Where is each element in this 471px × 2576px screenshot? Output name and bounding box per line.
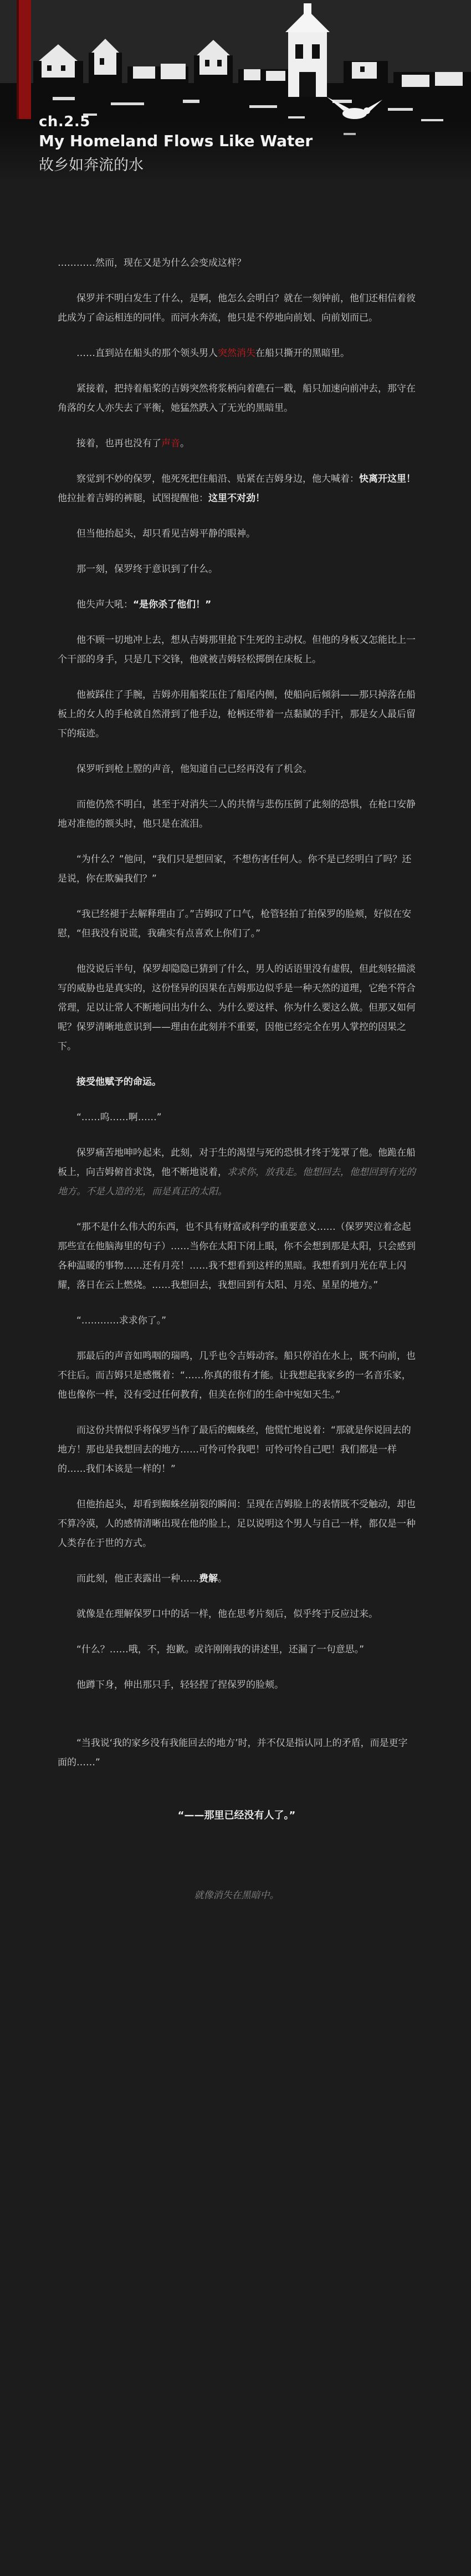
paragraph-text: 。 <box>218 1573 227 1584</box>
emphasis-text: 接受他赋予的命运。 <box>76 1076 161 1088</box>
paragraph-text: 。 <box>180 438 190 449</box>
paragraph <box>58 905 416 944</box>
paragraph-text: 他蹲下身，伸出那只手，轻轻捏了捏保罗的脸颊。 <box>76 1679 284 1691</box>
paragraph-text: 紧接着，把持着船桨的吉姆突然将浆柄向着礁石一戳，船只加速向前冲去，那守在角落的女人亦失去了平衡，她猛然跌入了无光的黑暗里。 <box>58 383 416 414</box>
paragraph-text: 他拉扯着吉姆的裤腿，试图提醒他： <box>58 493 208 504</box>
chapter-header <box>0 0 471 183</box>
paragraph-text: “……呜……啊……” <box>76 1112 162 1123</box>
chapter-title-english: My Homeland Flows Like Water <box>39 132 313 150</box>
paragraph <box>58 524 416 544</box>
paragraph-text: “我已经褪于去解释理由了。”吉姆叹了口气，枪管轻拍了拍保罗的脸颊，好似在安慰，“但我没有说谎，我确实有点喜欢上你们了。” <box>58 909 412 939</box>
paragraph-text: 但当他抬起头，却只看见吉姆平静的眼神。 <box>76 528 255 539</box>
paragraph-text: “什么？……哦，不，抱歉。或许刚刚我的讲述里，还漏了一句意思。” <box>76 1644 365 1655</box>
paragraph-text: 保罗并不明白发生了什么，是啊，他怎么会明白？就在一刻钟前，他们还相信着彼此成为了命运相连的同伴。而河水奔流，他只是不停地向前划、向前划而已。 <box>58 293 416 323</box>
paragraph <box>58 1218 416 1295</box>
paragraph-text: 就像消失在黑暗中。 <box>194 1890 279 1901</box>
paragraph <box>58 344 416 363</box>
paragraph <box>58 289 416 328</box>
chapter-number: ch.2.5 <box>39 114 90 130</box>
paragraph-text: …………然而，现在又是为什么会变成这样？ <box>58 257 246 269</box>
story-body <box>58 254 416 1921</box>
paragraph <box>58 1569 416 1589</box>
paragraph-text: 就像是在理解保罗口中的话一样，他在思考片刻后，似乎终于反应过来。 <box>76 1609 378 1620</box>
paragraph-text: 保罗痛苦地呻吟起来，此刻，对于生的渴望与死的恐惧才终于笼罩了他。他跪在船板上，向吉姆俯首求饶，他不断地说着， <box>58 1147 416 1178</box>
paragraph-text: 而这份共情似乎将保罗当作了最后的蜘蛛丝，他慌忙地说着：“那就是你说回去的地方！那也是我想回去的地方……可怜可怜我吧！可怜可怜自己吧！我们都是一样的……我们本该是一样的！” <box>58 1425 411 1475</box>
paragraph-text: 他被踩住了手腕，吉姆亦用船桨压住了船尾内侧，使船向后倾斜——那只掉落在船板上的女人的手枪就自然滑到了他手边，枪柄还带着一点黏腻的手汗，那是女人最后留下的痕迹。 <box>58 689 416 739</box>
paragraph-text: “当我说‘我的家乡没有我能回去的地方’时，并不仅是指认同上的矛盾，而是更字面的……” <box>58 1738 408 1768</box>
paragraph <box>58 1143 416 1202</box>
paragraph <box>58 1605 416 1624</box>
paragraph-text: 察觉到不妙的保罗，他死死把住船沿、贴紧在吉姆身边，他大喊着： <box>76 473 359 485</box>
emphasis-text: 这里不对劲！ <box>208 493 265 504</box>
paragraph-text: 但他抬起头，却看到蜘蛛丝崩裂的瞬间：呈现在吉姆脸上的表情既不受触动，却也不算冷漠，人的感情清晰出现在他的脸上，足以说明这个男人与自己一样，都仅是一种人类存在于世的方式。 <box>58 1499 416 1549</box>
paragraph <box>58 560 416 579</box>
paragraph-text: “…………求求你了。” <box>76 1315 167 1326</box>
paragraph <box>58 1311 416 1331</box>
paragraph <box>58 1108 416 1127</box>
paragraph-text: “那不是什么伟大的东西，也不具有财富或科学的重要意义……（保罗哭泣着念起那些宣在他脑海里的句子）……当你在太阳下闭上眼，你不会想到那是太阳，只会感到各种温暖的事物……还有月亮！……我不想看到这样的黑暗。我想看到月光在草上闪耀，落日在云上燃烧。……我想回去，我想回到有太阳、月亮、星星的地方。” <box>58 1222 416 1291</box>
paragraph <box>58 1886 416 1905</box>
paragraph-text: 在船只撕开的黑暗里。 <box>255 348 350 359</box>
paragraph-text: ……直到站在船头的那个领头男人 <box>76 348 218 359</box>
paragraph-text: 而此刻，他正表露出一种…… <box>76 1573 199 1584</box>
paragraph <box>58 1640 416 1660</box>
emphasis-text: 声音 <box>161 438 180 449</box>
paragraph <box>58 795 416 834</box>
paragraph <box>58 850 416 889</box>
paragraph-text: “——那里已经没有人了。” <box>177 1810 296 1821</box>
paragraph-text: 那一刻，保罗终于意识到了什么。 <box>76 564 218 575</box>
paragraph <box>58 631 416 669</box>
paragraph <box>58 1421 416 1479</box>
paragraph-text: 接着，也再也没有了 <box>76 438 161 449</box>
emphasis-text: “是你杀了他们！” <box>133 599 212 610</box>
emphasis-text: 快离开这里！ <box>359 473 416 485</box>
emphasis-text: 求求你，放我走。他想回去，他想回到有光的地方。不是人造的光，而是真正的太阳。 <box>58 1167 416 1197</box>
paragraph-text: 他不顾一切地冲上去，想从吉姆那里抢下生死的主动权。但他的身板又怎能比上一个干部的身手，只是几下交锋，他就被吉姆轻松掷倒在床板上。 <box>58 635 416 665</box>
paragraph <box>58 254 416 273</box>
paragraph <box>58 1806 416 1825</box>
paragraph <box>58 1676 416 1695</box>
paragraph-text: 他没说后半句，保罗却隐隐已猜到了什么，男人的话语里没有虚假，但此刻轻描淡写的威胁也是真实的，这份怪异的因果在吉姆那边似乎是一种天然的道理，它绝不符合常理，足以让常人不断地问出为什么、为什么要这样、你为什么要这么做。但那又如何呢？保罗清晰地意识到——理由在此刻并不重要，因他已经完全在男人掌控的因果之下。 <box>58 964 416 1052</box>
paragraph-text: 那最后的声音如鸣咽的瑞鸣，几乎也令吉姆动容。船只停泊在水上，既不向前，也不往后。而吉姆只是感慨着：“……你真的很有才能。让我想起我家乡的一名音乐家，他也像你一样，没有受过任何教育，但美在你们的生命中宛如天生。” <box>58 1351 416 1400</box>
emphasis-text: 费解 <box>199 1573 218 1584</box>
paragraph <box>58 1734 416 1773</box>
paragraph <box>58 470 416 508</box>
paragraph <box>58 1073 416 1092</box>
paragraph <box>58 595 416 615</box>
paragraph-text: 而他仍然不明白，甚至于对消失二人的共情与悲伤压倒了此刻的恐惧，在枪口安静地对准他的额头时，他只是在流泪。 <box>58 799 416 830</box>
paragraph-text: “为什么？”他问，“我们只是想回家，不想伤害任何人。你不是已经明白了吗？还是说，你在欺骗我们？” <box>58 854 412 884</box>
paragraph <box>58 686 416 744</box>
paragraph <box>58 434 416 454</box>
chapter-title-chinese: 故乡如奔流的水 <box>39 157 144 174</box>
paragraph <box>58 1495 416 1553</box>
paragraph <box>58 379 416 418</box>
paragraph <box>58 760 416 779</box>
paragraph-text: 他失声大吼： <box>76 599 133 610</box>
paragraph <box>58 1347 416 1405</box>
accent-bar <box>19 0 31 119</box>
emphasis-text: 突然消失 <box>218 348 255 359</box>
paragraph <box>58 960 416 1057</box>
paragraph-text: 保罗听到枪上膛的声音，他知道自己已经再没有了机会。 <box>76 764 312 775</box>
